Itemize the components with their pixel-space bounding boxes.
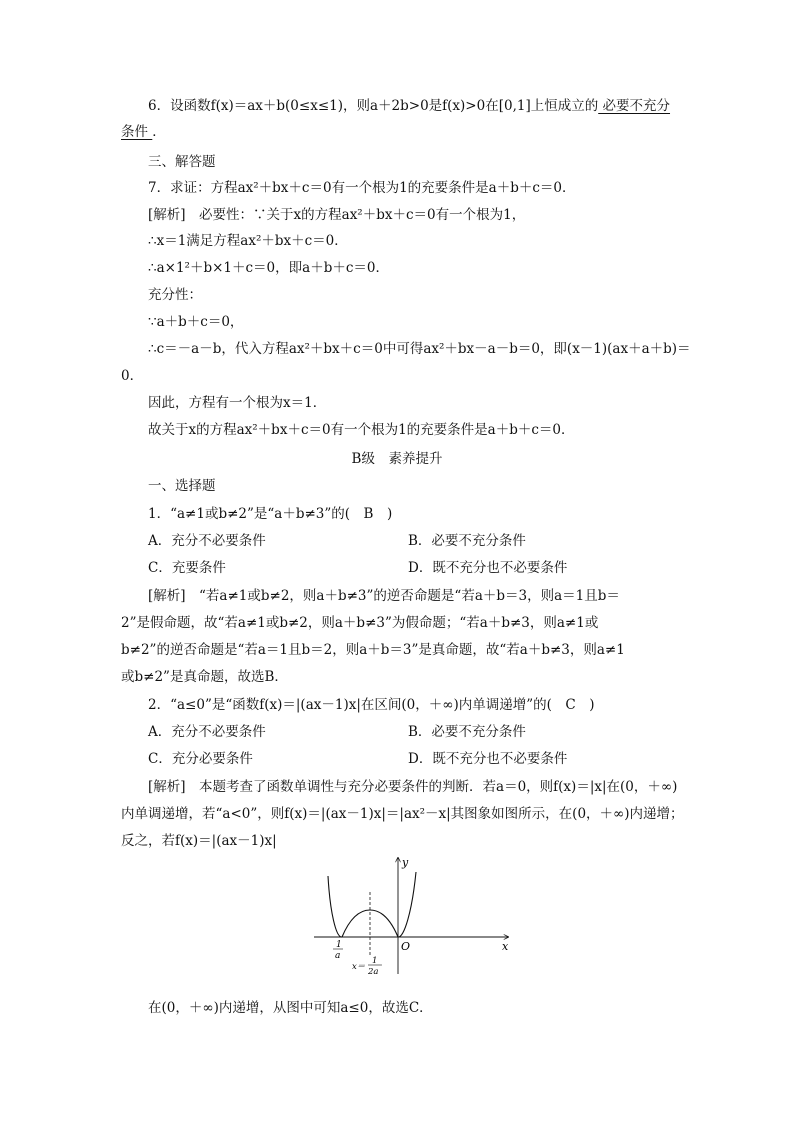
mc2-analysis-line: 反之，若f(x)＝|(ax－1)x| [121,833,277,849]
mc1-analysis-line: 或b≠2”是真命题，故选B． [121,669,288,685]
level-b-heading: B级 素养提升 [351,451,443,467]
question-6 [148,96,700,116]
root-label-denominator: a [335,951,341,961]
question-6-answer-cont: 条件 [121,124,153,140]
x-axis-label: x [502,940,509,953]
q7-line: ∴a×1²＋b×1＋c＝0，即a＋b＋c＝0． [148,260,389,276]
axis-label-denominator: 2a [368,967,379,977]
origin-label: O [401,940,411,953]
q7-line: [解析] 必要性：∵关于x的方程ax²＋bx＋c＝0有一个根为1， [148,207,526,223]
mc2-option-d: D．既不充分也不必要条件 [408,751,568,767]
mc1-option-d: D．既不充分也不必要条件 [408,560,568,576]
mc2-analysis-line: 内单调递增，若“a<0”，则f(x)＝|(ax－1)x|＝|ax²－x|其图象如图所示，在(0，＋∞)内递增； [121,806,684,822]
q7-line: 因此，方程有一个根为x＝1． [148,395,327,411]
mc2-option-c: C．充分必要条件 [148,751,253,767]
q7-line: 故关于x的方程ax²＋bx＋c＝0有一个根为1的充要条件是a＋b＋c＝0． [148,422,575,438]
root-label-numerator: 1 [336,940,342,950]
question-6-answer: 必要不充分 [598,98,671,114]
q7-line: 充分性： [148,287,202,303]
section-heading-1: 一、选择题 [148,478,216,494]
mc2-option-a: A．充分不必要条件 [148,724,266,740]
y-axis-label: y [402,856,409,869]
question-6-cont [121,122,673,142]
axis-label-prefix: x＝ [352,962,366,972]
mc2-stem: 2．“a≤0”是“函数f(x)＝|(ax－1)x|在区间(0，＋∞)内单调递增”的( C ) [148,697,595,713]
function-graph-figure [310,852,520,980]
curve-right-branch [398,872,416,937]
section-heading-3: 三、解答题 [148,154,216,170]
mc1-analysis-line: b≠2”的逆否命题是“若a＝1且b＝2，则a＋b＝3”是真命题，故“若a＋b≠3，则a≠1 [121,642,625,658]
q7-line: ∴x＝1满足方程ax²＋bx＋c＝0． [148,233,348,249]
question-6-tail: ． [152,124,166,140]
mc2-option-b: B．必要不充分条件 [408,724,526,740]
mc1-option-c: C．充要条件 [148,560,226,576]
mc2-conclusion: 在(0，＋∞)内递增，从图中可知a≤0，故选C． [148,1000,433,1016]
q7-line: ∵a＋b＋c＝0， [148,314,244,330]
mc2-analysis-line: [解析] 本题考查了函数单调性与充分必要条件的判断．若a＝0，则f(x)＝|x|在(0，＋∞) [148,779,678,795]
curve-left-branch [328,876,342,937]
mc1-option-a: A．充分不必要条件 [148,533,266,549]
question-7-stem: 7．求证：方程ax²＋bx＋c＝0有一个根为1的充要条件是a＋b＋c＝0． [148,180,576,196]
mc1-analysis-line: 2”是假命题，故“若a≠1或b≠2，则a＋b≠3”为假命题；“若a＋b≠3，则a≠1或 [121,615,599,631]
mc1-analysis-line: [解析] “若a≠1或b≠2，则a＋b≠3”的逆否命题是“若a＋b＝3，则a＝1且b＝ [148,588,620,604]
q7-line: ∴c＝－a－b，代入方程ax²＋bx＋c＝0中可得ax²＋bx－a－b＝0，即(x－1)(ax＋a＋b)＝ [148,341,691,357]
axis-label-numerator: 1 [372,956,378,966]
q7-line: 0． [121,368,144,384]
mc1-stem: 1．“a≠1或b≠2”是“a＋b≠3”的( B ) [148,506,393,522]
question-6-text: 6．设函数f(x)＝ax＋b(0≤x≤1)，则a＋2b>0是f(x)>0在[0,1]上恒成立的 [148,98,599,114]
mc1-option-b: B．必要不充分条件 [408,533,526,549]
